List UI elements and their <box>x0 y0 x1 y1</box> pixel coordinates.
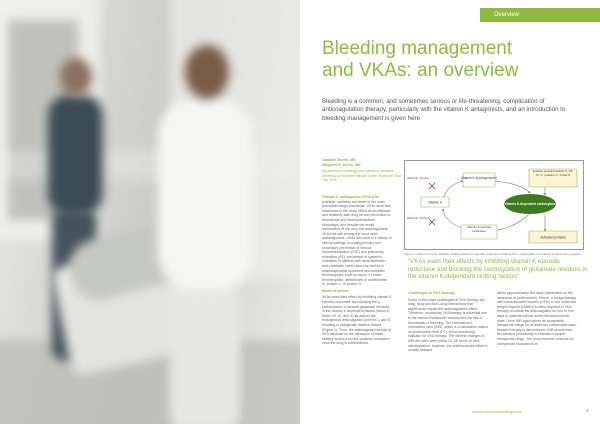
node-label: Activated proteins <box>540 235 566 240</box>
text-column-3 <box>497 291 577 348</box>
warfarin-label-wrap <box>407 217 429 227</box>
article-page <box>300 0 600 424</box>
warfarin-label: Warfarin (VKAs) <box>407 217 429 220</box>
author-name: Caroline Beeler, MD <box>322 158 356 162</box>
body-text: for example, warfarin) are some of the most prescribed drugs worldwide. VKAs were first introduced in the early 1950s as an effective and relatively safe drug for the prevention of thrombosis and thromboembolism. Nowadays, and despite the broad introduction of the new oral anticoagulants, VKAs are still among the most used anticoagulants. VKAs are used in a variety of clinical settings, including primary and secondary prevention of venous thromboembolism (VTE) and pulmonary embolism (PE), prevention of systemic embolism in patients with atrial fibrillation and prosthetic heart valves as well as in antiphospholipid syndrome and selected thrombophilia, such as factor V Leiden thrombophilia, deficiencies of antithrombin III, protein C, or protein S. <box>322 195 392 287</box>
author-name: Margaret R. Kerlin, MD <box>322 163 361 167</box>
inhibition-mark <box>429 219 435 225</box>
title-line: Bleeding management <box>322 38 513 59</box>
photo-motion-streak <box>0 150 300 180</box>
body-text: VKAs exert their effect by inhibiting vitamin K epoxide reductase and blocking the γ-carboxylation of several glutamate residues in the vitamin K-dependent factors (factor II, factor VII, IX, and X) as well as the endogenous anticoagulant proteins C and S resulting in biologically inactive factors (Figure 1). Thus, the anticoagulant activity of VKA depends on the clearance of these clotting factors from the systemic circulation once the drug is administered. <box>322 295 392 346</box>
footer-url: www.thrombosisknowledge.com <box>472 410 522 414</box>
body-text: within approximately five days (dependent on the clearance of prothrombin). Hence, a bridge therapy with unfractionated heparin (UFH) or low molecular weight heparin (LMWH) is often required in VKA therapy to initiate the anticoagulant for four to five days in patients with an active thromboembolic state. Once INR approaches an acceptable therapeutic range for at least two consecutive days, heparin therapy is discontinued. INR should then be checked periodically to maintain a proper therapeutic range. The most common reasons for unexpected fluctuations of <box>497 291 577 346</box>
node-label-wrap <box>531 170 575 186</box>
section-heading: Vitamin K antagonists (VKAs) <box>322 195 374 199</box>
photo-nurse <box>158 100 253 290</box>
node-label: Vitamin K-dependent carboxylase <box>504 202 556 206</box>
diagram-svg <box>405 161 585 251</box>
figure-caption: Figure 1. Vitamin K cycle. Warfarin inhibits vitamin K epoxide reductase, blocking the γ-carboxylation of vitamin K-dependent proteins. <box>404 252 582 256</box>
text-column-1 <box>322 195 392 348</box>
author-affiliation: Department of Pathology and Laboratory Medicine, University of Rochester Medical Center, Rochester, New York, USA <box>322 169 402 183</box>
photo-nurse <box>185 45 229 99</box>
author-block <box>322 158 402 183</box>
vitamin-k-cycle-diagram <box>404 160 584 250</box>
photo-doctor <box>48 95 103 215</box>
pull-quote: “VKAs exert their effects by inhibiting vitamin K epoxide reductase and blocking the carboxylation of glutamate residues in the vitamin K-dependent clotting factors” <box>408 258 588 281</box>
node-label-wrap <box>463 226 495 238</box>
page-number: 3 <box>586 408 589 413</box>
inhibition-mark <box>429 183 435 189</box>
node-label: Vitamin K <box>427 200 443 205</box>
cycle-arrow <box>493 213 530 231</box>
title-line: and VKAs: an overview <box>322 60 519 81</box>
section-tab: Overview <box>480 8 600 22</box>
warfarin-label: Warfarin (VKAs) <box>407 177 429 180</box>
node-label: Vitamin K (hydroquinone) <box>461 176 497 180</box>
article-intro: Bleeding is a common, and sometimes serious or life-threatening, complication of anticoagulation therapy, particularly with the vitamin K antagonists, and an introduction to bleeding management is given here <box>322 98 566 122</box>
photo-doctor <box>60 58 92 96</box>
section-heading: Challenges in VKA therapy <box>408 291 455 295</box>
article-title <box>322 38 592 82</box>
photo-nurse <box>170 280 240 424</box>
text-column-2 <box>408 291 488 355</box>
body-text: Some of the major challenges of VKA therapy are drug, drug and food–drug interactions that significantly impact the anticoagulation effect. Therefore, monitoring VKA therapy is essential due to the narrow therapeutic window and the risk of thrombosis or bleeding. The International normalized ratio (INR), which is a calculation based on prothrombin time (PT), is the monitoring indicator for VKA therapy. The earliest changes in INR are often seen within 24–36 hours of VKA administration; however, the antithrombotic effect is usually delayed <box>408 297 488 353</box>
section-heading: Mode of action <box>322 288 349 293</box>
cycle-arrow <box>493 181 530 193</box>
node-label: Inactive proteins factors II, VII, IX, X, proteins C, S and Z <box>532 170 574 177</box>
cycle-arrow <box>443 181 463 199</box>
node-label: Vitamin K epoxide reductase <box>466 226 492 233</box>
warfarin-label-wrap <box>407 177 429 187</box>
